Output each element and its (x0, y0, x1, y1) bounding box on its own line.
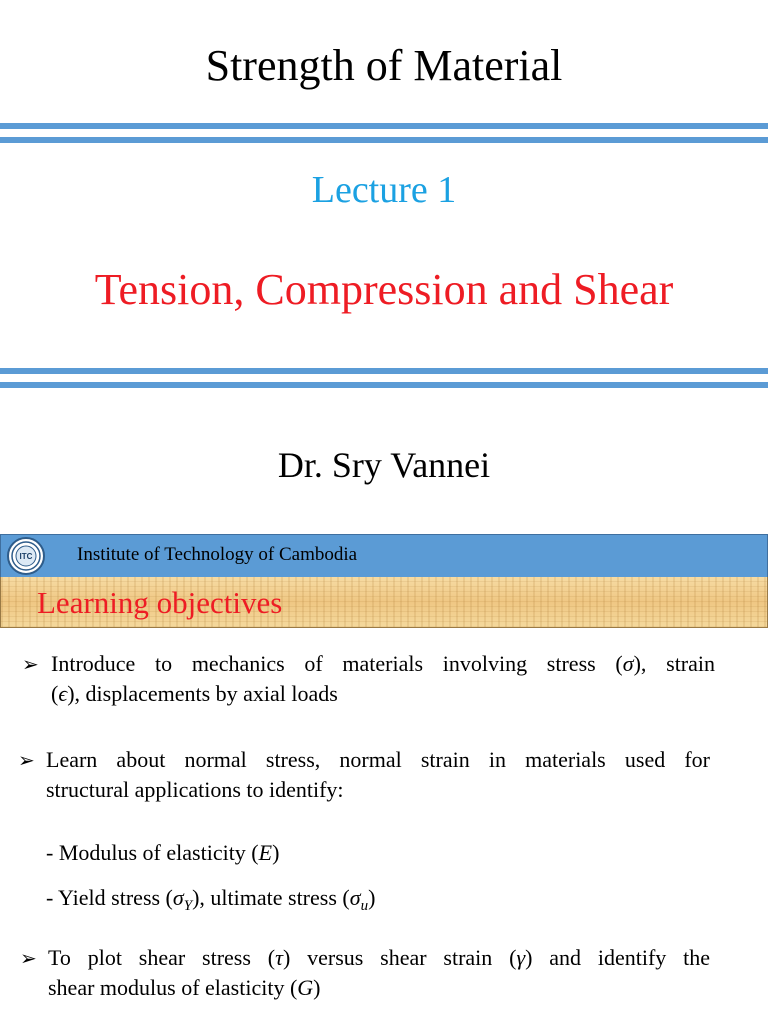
bullet-text: ), strain (633, 651, 716, 676)
bullet-text: Introduce to mechanics of materials involving stress ( (51, 651, 623, 676)
author-name: Dr. Sry Vannei (277, 445, 491, 485)
bullet-arrow-icon: ➢ (22, 654, 39, 676)
sub-item (46, 838, 279, 868)
math-symbol: σ (622, 651, 634, 676)
bullet-text: shear modulus of elasticity ( (48, 975, 298, 1000)
logo-text: ITC (19, 552, 33, 561)
math-symbol: τ (275, 945, 283, 970)
math-symbol: E (258, 840, 273, 865)
bullet-text: ) (313, 975, 321, 1000)
math-symbol: σ (349, 885, 361, 910)
section-heading-bar (0, 577, 768, 628)
bullet-item (48, 943, 710, 1003)
bullet-text: To plot shear stress ( (48, 945, 276, 970)
bullet-text: ), displacements by axial loads (67, 681, 338, 706)
institute-banner (0, 534, 768, 578)
sub-text: ) (272, 840, 280, 865)
math-symbol: G (297, 975, 314, 1000)
institute-logo (7, 537, 45, 575)
divider-line (0, 123, 768, 129)
sub-text: - Modulus of elasticity ( (46, 840, 259, 865)
sub-text: - Yield stress ( (46, 885, 173, 910)
bullet-text: structural applications to identify: (46, 777, 344, 802)
lecture-number: Lecture 1 (311, 169, 457, 211)
lecture-subtitle: Tension, Compression and Shear (94, 265, 674, 314)
bullet-item (46, 745, 710, 805)
sub-item (46, 883, 375, 921)
bullet-item (51, 649, 715, 709)
math-symbol: ϵ (58, 681, 68, 706)
logo-emblem-icon (9, 539, 43, 573)
bullet-text: ) versus shear strain ( (282, 945, 517, 970)
institute-name: Institute of Technology of Cambodia (77, 544, 358, 565)
bullet-arrow-icon: ➢ (18, 750, 35, 772)
section-heading: Learning objectives (37, 585, 283, 620)
divider-line (0, 368, 768, 374)
divider-line (0, 137, 768, 143)
sub-text: ), ultimate stress ( (192, 885, 350, 910)
math-symbol: σ (172, 885, 184, 910)
bullet-text: ( (51, 681, 59, 706)
bullet-text: ) and identify the (525, 945, 710, 970)
divider-line (0, 382, 768, 388)
sub-text: ) (368, 885, 376, 910)
bullet-text: Learn about normal stress, normal strain in materials used for (46, 747, 710, 772)
bullet-arrow-icon: ➢ (20, 948, 37, 970)
math-symbol: γ (516, 945, 526, 970)
math-subscript: Y (183, 898, 193, 914)
slide-title: Strength of Material (205, 41, 563, 90)
math-subscript: u (360, 898, 369, 914)
